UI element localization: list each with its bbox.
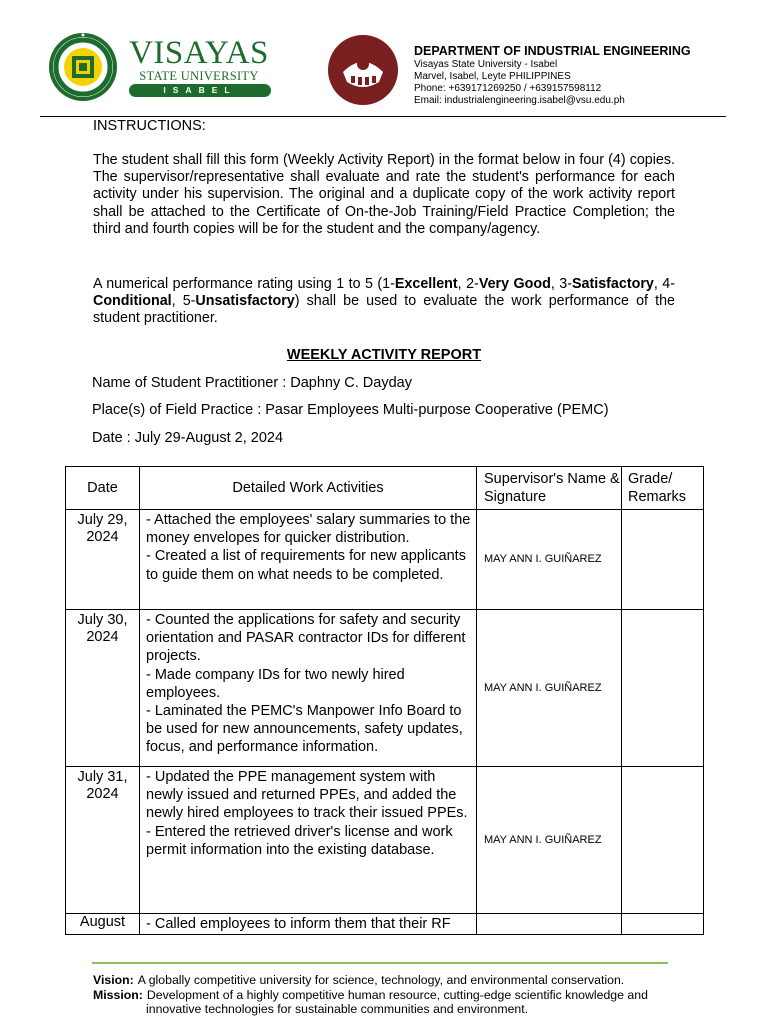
table-row — [66, 767, 704, 914]
text-run: , 5- — [171, 293, 196, 310]
rating-paragraph — [93, 276, 675, 328]
university-seal-icon — [48, 32, 118, 102]
row-activities — [140, 610, 477, 767]
email-line: Email: industrialengineering.isabel@vsu.edu.ph — [414, 95, 625, 106]
address-line: Marvel, Isabel, Leyte PHILIPPINES — [414, 71, 571, 82]
footer-divider — [92, 962, 668, 964]
rating-unsatisfactory: Unsatisfactory — [195, 293, 295, 310]
header-grade: Grade/ Remarks — [622, 467, 704, 510]
mission-text: Development of a highly competitive human resource, cutting-edge scientific knowledge and — [146, 987, 648, 1002]
vision-text: A globally competitive university for science, technology, and environmental conservation. — [137, 973, 625, 987]
activity-item: - Laminated the PEMC's Manpower Info Board to be used for new announcements, safety updates, focus, and performance information. — [146, 703, 463, 756]
department-logo-icon — [327, 34, 399, 106]
text-run: A numerical performance rating using 1 to 5 (1- — [93, 276, 395, 292]
rating-conditional: Conditional — [93, 293, 172, 310]
row-supervisor: MAY ANN I. GUIÑAREZ — [477, 510, 622, 610]
activity-item: - Entered the retrieved driver's license and work permit information into the existing database. — [146, 823, 453, 858]
row-date: August — [66, 914, 140, 935]
university-name: VISAYAS — [129, 35, 269, 71]
student-name: Name of Student Practitioner : Daphny C. Dayday — [92, 375, 412, 391]
footer — [93, 973, 693, 1017]
row-grade — [622, 510, 704, 610]
university-subtitle: STATE UNIVERSITY — [139, 69, 259, 83]
activity-item: - Attached the employees' salary summaries to the money envelopes for quicker distribution. — [146, 512, 471, 547]
row-grade — [622, 767, 704, 914]
vision-label: Vision: — [93, 973, 134, 987]
activity-table — [65, 466, 704, 935]
row-date: July 30, 2024 — [66, 610, 140, 767]
row-activities — [140, 914, 477, 935]
department-name: DEPARTMENT OF INDUSTRIAL ENGINEERING — [414, 44, 691, 58]
rating-satisfactory: Satisfactory — [571, 276, 654, 292]
report-date: Date : July 29-August 2, 2024 — [92, 430, 284, 446]
field-practice-place: Place(s) of Field Practice : Pasar Employees Multi-purpose Cooperative (PEMC) — [92, 402, 609, 418]
text-run: , 2- — [457, 276, 479, 292]
campus-name: ISABEL — [129, 84, 271, 97]
phone-line: Phone: +639171269250 / +639157598112 — [414, 83, 602, 94]
row-supervisor: MAY ANN I. GUIÑAREZ — [477, 767, 622, 914]
vision-statement — [93, 973, 693, 988]
row-grade — [622, 914, 704, 935]
report-title: WEEKLY ACTIVITY REPORT — [286, 347, 482, 363]
mission-statement — [93, 988, 693, 1003]
row-supervisor — [477, 914, 622, 935]
header-supervisor: Supervisor's Name & Signature — [477, 467, 622, 510]
mission-text-continued: innovative technologies for sustainable communities and environment. — [146, 1002, 529, 1016]
header-date: Date — [66, 467, 140, 510]
activity-item: - Called employees to inform them that their RF — [146, 916, 451, 932]
address-line: Visayas State University - Isabel — [414, 59, 558, 70]
letterhead — [0, 0, 768, 118]
row-activities — [140, 767, 477, 914]
text-run: , 4- — [653, 276, 675, 292]
text-run: , 3- — [550, 276, 572, 292]
table-row — [66, 510, 704, 610]
activity-item: - Updated the PPE management system with newly issued and returned PPEs, and added the newly hired employees to track their issued PPEs. — [146, 769, 468, 822]
rating-very-good: Very Good — [478, 276, 551, 292]
row-date: July 29, 2024 — [66, 510, 140, 610]
activity-item: - Counted the applications for safety and security orientation and PASAR contractor IDs for different projects. — [146, 612, 466, 665]
text-run: ) shall be used to evaluate the work performance of the student practitioner. — [93, 293, 675, 327]
instructions-heading: INSTRUCTIONS: — [93, 118, 206, 134]
row-activities — [140, 510, 477, 610]
row-grade — [622, 610, 704, 767]
department-contact — [414, 44, 754, 107]
university-wordmark — [125, 36, 273, 98]
rating-excellent: Excellent — [394, 276, 458, 292]
table-header-row — [66, 467, 704, 510]
row-supervisor: MAY ANN I. GUIÑAREZ — [477, 610, 622, 767]
row-date: July 31, 2024 — [66, 767, 140, 914]
table-row — [66, 914, 704, 935]
table-row — [66, 610, 704, 767]
activity-item: - Created a list of requirements for new applicants to guide them on what needs to be completed. — [146, 548, 466, 583]
mission-label: Mission: — [93, 987, 143, 1002]
header-divider — [40, 116, 726, 117]
instructions-paragraph: The student shall fill this form (Weekly Activity Report) in the format below in four (4) copies. The supervisor/representative shall evaluate and rate the student's performance for each activity under his supervision. The original and a duplicate copy of the work activity report shall be attached to the Certificate of On-the-Job Training/Field Practice Completion; the third and fourth copies will be for the student and the company/agency. — [93, 152, 675, 237]
header-activities: Detailed Work Activities — [140, 467, 477, 510]
activity-item: - Made company IDs for two newly hired employees. — [146, 666, 405, 701]
